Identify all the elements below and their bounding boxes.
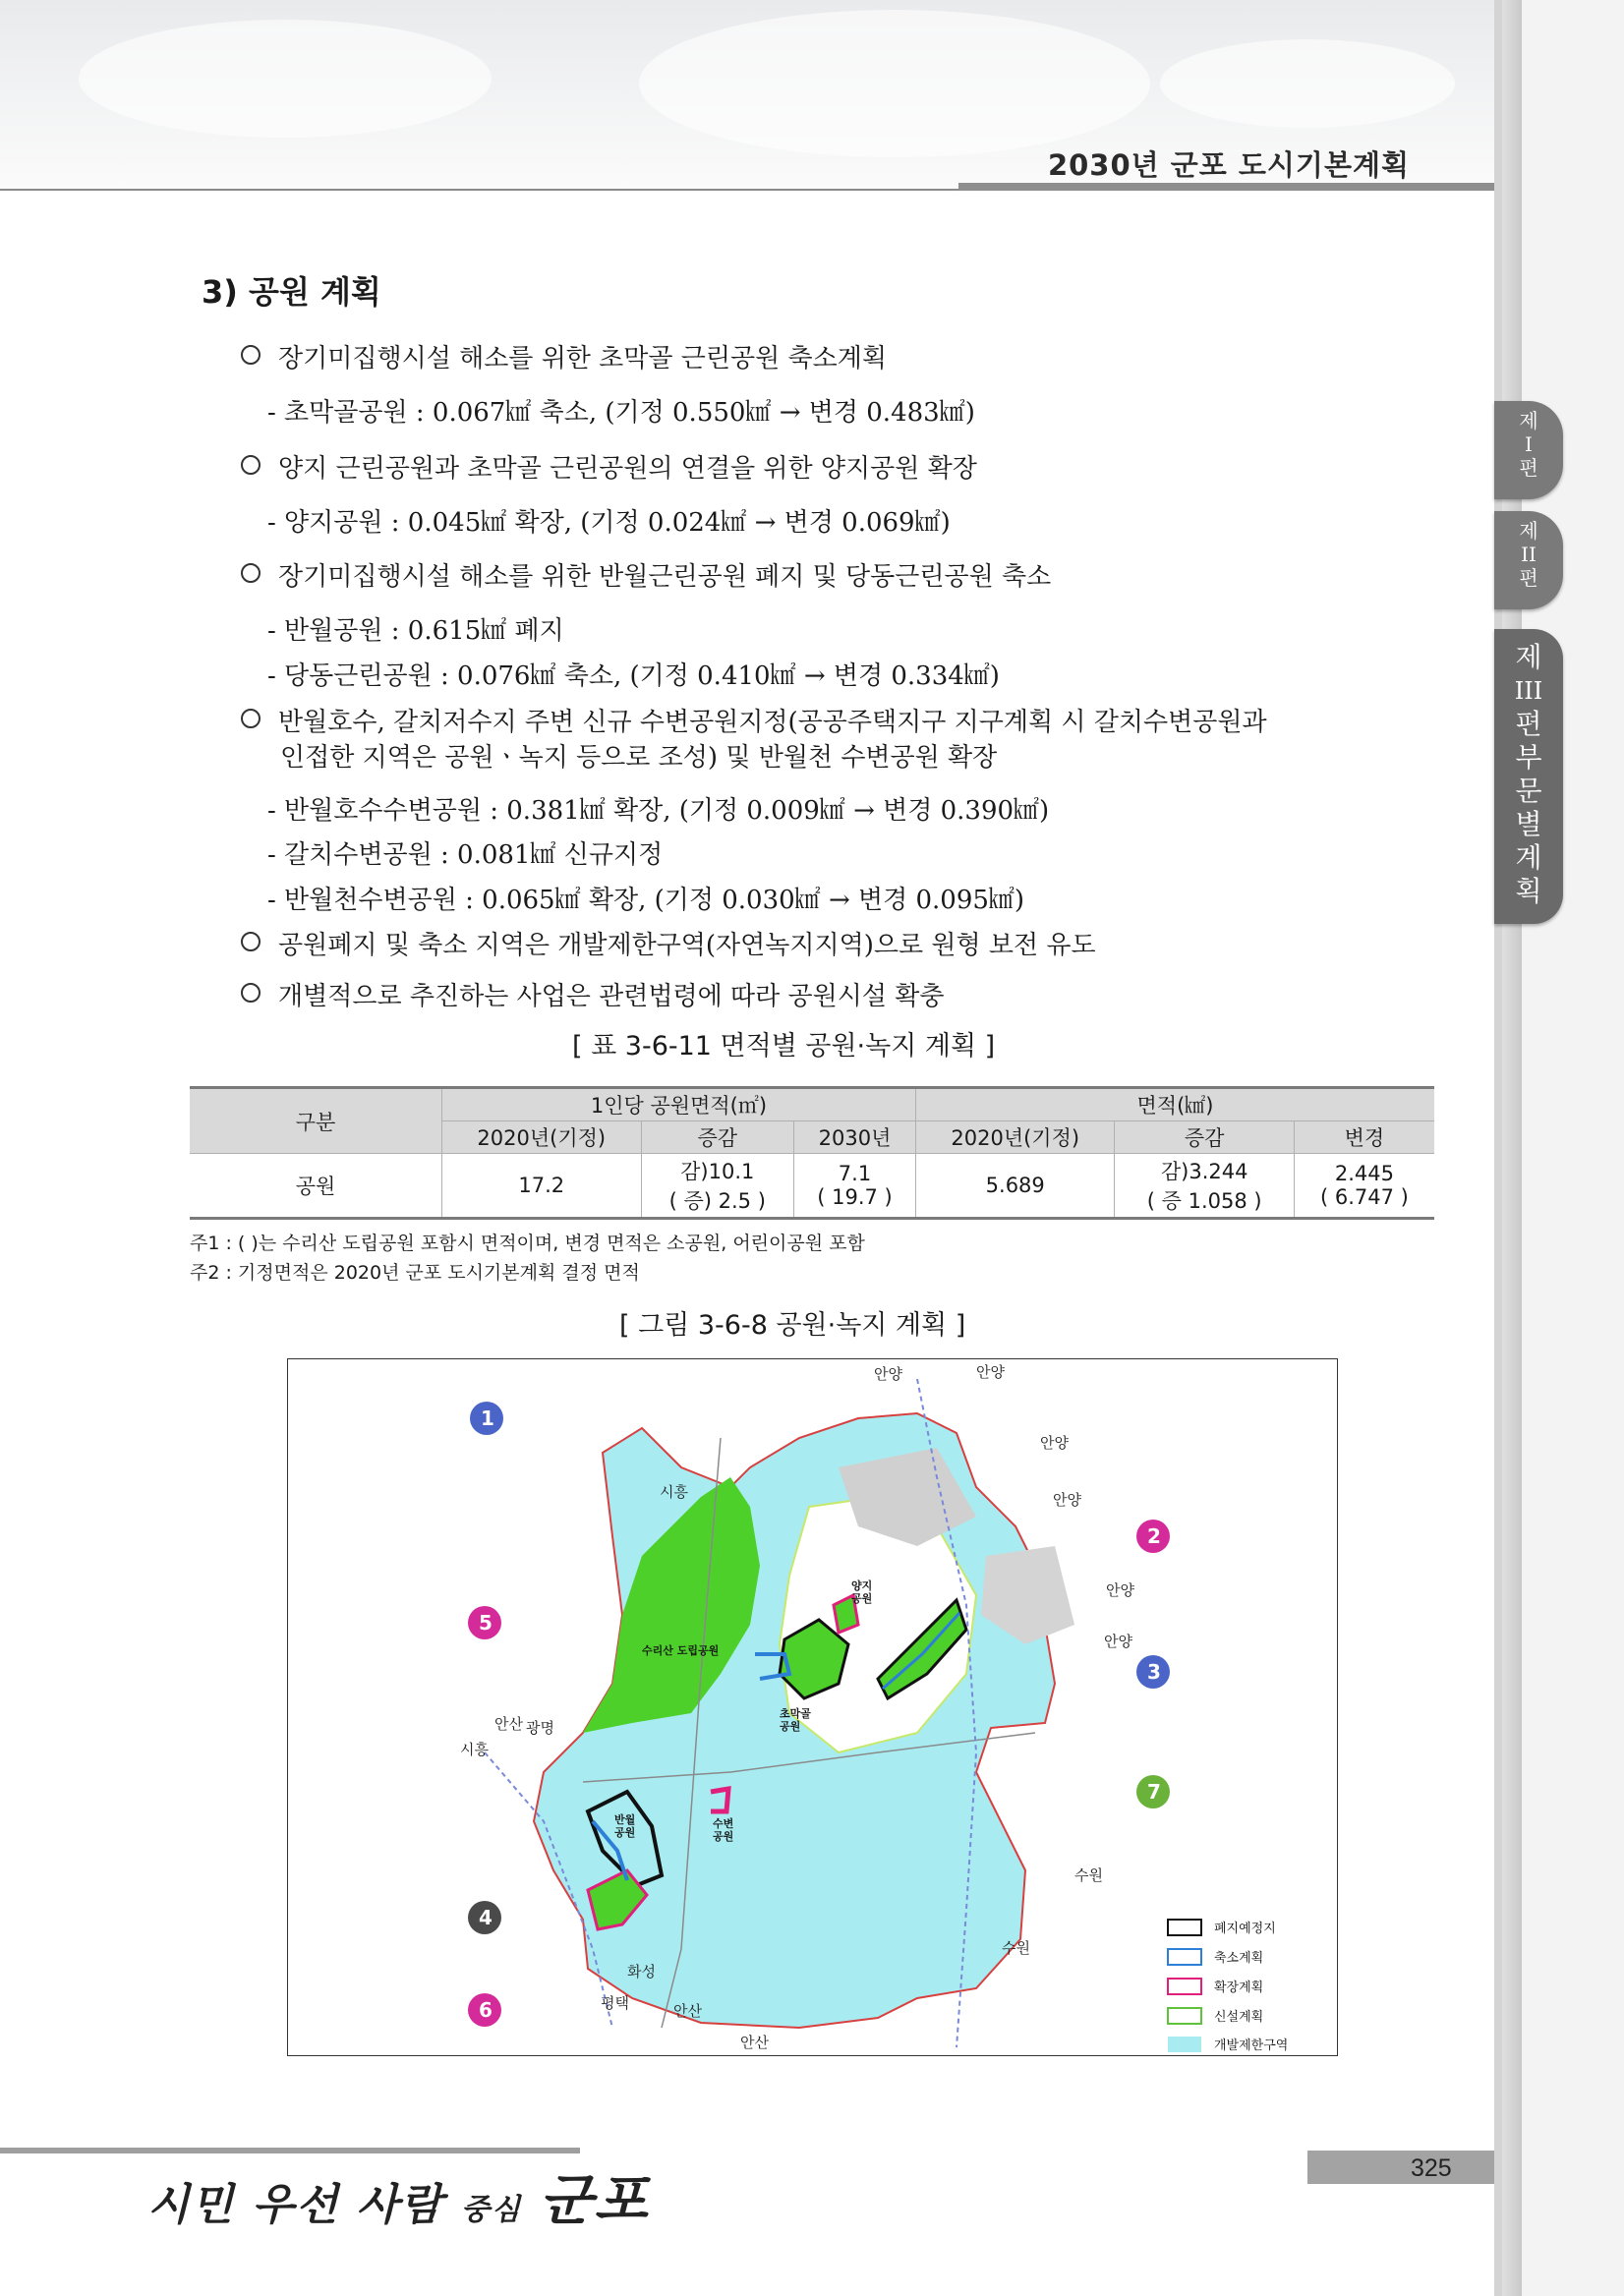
tab-part-2[interactable]: [1494, 511, 1563, 609]
table-row: [190, 1154, 1434, 1219]
tab-part-3-char: 문: [1515, 775, 1542, 807]
table-cell: 공원: [190, 1154, 442, 1219]
legend-swatch: [1168, 1949, 1201, 1965]
bullet-text: 개별적으로 추진하는 사업은 관련법령에 따라 공원시설 확충: [278, 982, 945, 1011]
detail-item: - 반월공원 : 0.615㎢ 폐지: [267, 616, 564, 646]
tab-part-1[interactable]: [1494, 401, 1563, 499]
detail-item: - 초막골공원 : 0.067㎢ 축소, (기정 0.550㎢ → 변경 0.483㎢): [267, 398, 975, 428]
page-edge: [1494, 0, 1502, 2296]
bullet-text: 양지 근린공원과 초막골 근린공원의 연결을 위한 양지공원 확장: [278, 454, 977, 484]
slogan-part: 중심: [461, 2193, 522, 2227]
legend-label: 축소계획: [1214, 1951, 1264, 1966]
park-label-surisan: 수리산 도립공원: [642, 1644, 720, 1657]
page-edge-shadow: [1502, 0, 1522, 2296]
place-label: 안산: [740, 2034, 769, 2051]
table-cell-line: ( 증 1.058 ): [1146, 1189, 1262, 1213]
legend-swatch: [1168, 2037, 1201, 2052]
number-marker-label: 2: [1147, 1524, 1161, 1548]
number-marker-label: 4: [479, 1906, 493, 1929]
detail-item: - 당동근린공원 : 0.076㎢ 축소, (기정 0.410㎢ → 변경 0.334㎢): [267, 661, 1000, 691]
table-header-cell: 증감: [641, 1121, 794, 1154]
table-cell: [1294, 1154, 1434, 1219]
place-label: 안양: [874, 1365, 902, 1383]
table-cell: [794, 1154, 916, 1219]
park-plan-table: [190, 1086, 1434, 1220]
number-marker-label: 1: [481, 1406, 494, 1430]
table-caption: [ 표 3-6-11 면적별 공원·녹지 계획 ]: [572, 1031, 996, 1062]
bullet-text-continued: 인접한 지역은 공원ㆍ녹지 등으로 조성) 및 반월천 수변공원 확장: [280, 743, 998, 773]
bullet-item-4: [241, 702, 1267, 738]
tab-part-3-char: 편: [1515, 708, 1542, 740]
table-header-cell: 구분: [190, 1088, 442, 1154]
table-header-cell: 2020년(기정): [915, 1121, 1115, 1154]
number-marker-label: 7: [1147, 1780, 1161, 1804]
table-note-2: 주2 : 기정면적은 2020년 군포 도시기본계획 결정 면적: [190, 1262, 640, 1284]
bullet-item-3: [241, 556, 1051, 593]
tab-part-2-char: 편: [1519, 566, 1538, 590]
slogan-part: 시민 우선: [147, 2180, 340, 2230]
legend-label: 폐지예정지: [1214, 1922, 1276, 1936]
tab-part-3-char: 계: [1515, 841, 1542, 874]
table-cell: [1115, 1154, 1294, 1219]
bullet-item-1: [241, 338, 887, 374]
place-label: 안양: [1040, 1434, 1069, 1452]
table-cell: [641, 1154, 794, 1219]
table-cell-line: ( 19.7 ): [817, 1185, 893, 1209]
table-cell-line: 2.445: [1334, 1162, 1394, 1185]
figure-caption: [ 그림 3-6-8 공원·녹지 계획 ]: [619, 1310, 966, 1341]
place-label: 화성: [627, 1963, 656, 1980]
tab-part-3-char: 제: [1515, 641, 1542, 673]
bullet-text: 반월호수, 갈치저수지 주변 신규 수변공원지정(공공주택지구 지구계획 시 갈치수변공원과: [278, 708, 1267, 737]
circle-bullet-icon: [241, 563, 261, 583]
detail-item: - 갈치수변공원 : 0.081㎢ 신규지정: [267, 840, 664, 870]
table-header-cell: 변경: [1294, 1121, 1434, 1154]
bullet-text: 장기미집행시설 해소를 위한 초막골 근린공원 축소계획: [278, 344, 887, 373]
table-header-cell: 면적(㎢): [915, 1088, 1434, 1121]
place-label: 수원: [1002, 1939, 1030, 1957]
place-label: 안양: [976, 1363, 1005, 1381]
tab-part-1-char: 제: [1519, 409, 1538, 432]
circle-bullet-icon: [241, 345, 261, 365]
bullet-item-5: [241, 925, 1096, 961]
place-label: 시흥: [460, 1741, 489, 1758]
legend-label: 확장계획: [1214, 1980, 1264, 1995]
place-label: 안양: [1053, 1491, 1081, 1509]
bullet-item-2: [241, 448, 977, 485]
place-label: 시흥: [660, 1483, 688, 1501]
place-label: 평택: [601, 1994, 629, 2012]
table-cell-line: ( 증) 2.5 ): [668, 1189, 766, 1213]
bullet-text: 장기미집행시설 해소를 위한 반월근린공원 폐지 및 당동근린공원 축소: [278, 562, 1052, 592]
table-cell-line: ( 6.747 ): [1320, 1185, 1409, 1209]
footer-rule: [0, 2148, 580, 2153]
legend-label: 개발제한구역: [1214, 2038, 1289, 2053]
tab-part-1-char: 편: [1519, 456, 1538, 480]
circle-bullet-icon: [241, 983, 261, 1003]
place-label: 안양: [1104, 1633, 1132, 1650]
park-label-yangji: 양지 공원: [851, 1579, 873, 1605]
circle-bullet-icon: [241, 455, 261, 475]
tab-part-2-char: 제: [1519, 519, 1538, 543]
detail-item: - 반월천수변공원 : 0.065㎢ 확장, (기정 0.030㎢ → 변경 0.095㎢): [267, 886, 1025, 915]
page-number: 325: [1411, 2154, 1452, 2182]
tab-part-3-active[interactable]: [1494, 629, 1563, 924]
detail-item: - 양지공원 : 0.045㎢ 확장, (기정 0.024㎢ → 변경 0.069㎢): [267, 508, 951, 538]
legend-label: 신설계획: [1214, 2010, 1264, 2025]
tab-part-3-char: 부: [1515, 741, 1542, 774]
running-header-title: 2030년 군포 도시기본계획: [1047, 148, 1410, 182]
place-label: 광명: [526, 1719, 554, 1737]
table-header-cell: 2020년(기정): [442, 1121, 642, 1154]
bullet-item-6: [241, 976, 945, 1012]
cloud-decoration: [639, 10, 1150, 157]
map-legend: [1168, 1920, 1288, 2053]
number-marker-label: 6: [479, 1998, 493, 2022]
slogan-part: 군포: [539, 2168, 650, 2233]
tab-part-3-char: 획: [1515, 875, 1542, 907]
legend-swatch: [1168, 1920, 1201, 1935]
table-cell-line: 감)3.244: [1160, 1160, 1248, 1183]
tab-part-2-char: II: [1521, 543, 1537, 566]
tab-part-3-char: III: [1514, 677, 1543, 705]
place-label: 안양: [1106, 1581, 1134, 1599]
table-header-row: [190, 1088, 1434, 1121]
table-cell-line: 감)10.1: [680, 1160, 755, 1183]
park-plan-map: [287, 1358, 1338, 2056]
tab-part-3-char: 별: [1515, 808, 1542, 840]
number-marker-label: 3: [1147, 1660, 1161, 1684]
park-label-subyeon: 수변 공원: [713, 1817, 734, 1843]
footer-slogan: [147, 2157, 650, 2236]
section-title: 3) 공원 계획: [202, 273, 381, 311]
header-rule: [0, 189, 958, 191]
page-margin-right: [1522, 0, 1624, 2296]
header-rule-thick: [958, 183, 1494, 191]
footer-page-band: [1307, 2151, 1494, 2184]
circle-bullet-icon: [241, 709, 261, 728]
number-marker-label: 5: [479, 1611, 493, 1635]
table-header-cell: 2030년: [794, 1121, 916, 1154]
place-label: 안산: [673, 2002, 702, 2020]
table-cell: 17.2: [442, 1154, 642, 1219]
place-label: 수원: [1074, 1866, 1103, 1884]
place-label: 안산: [494, 1715, 523, 1733]
legend-swatch: [1168, 2008, 1201, 2024]
park-label-chomakgol: 초막골 공원: [780, 1707, 811, 1733]
legend-swatch: [1168, 1979, 1201, 1994]
map-svg: [288, 1359, 1337, 2055]
table-header-cell: 증감: [1115, 1121, 1294, 1154]
cloud-decoration: [79, 20, 492, 138]
circle-bullet-icon: [241, 932, 261, 951]
table-header-cell: 1인당 공원면적(㎡): [442, 1088, 916, 1121]
detail-item: - 반월호수수변공원 : 0.381㎢ 확장, (기정 0.009㎢ → 변경 0.390㎢): [267, 796, 1050, 826]
bullet-text: 공원폐지 및 축소 지역은 개발제한구역(자연녹지지역)으로 원형 보전 유도: [278, 931, 1096, 960]
table-cell-line: 7.1: [838, 1162, 872, 1185]
tab-part-1-char: I: [1525, 432, 1533, 456]
cloud-decoration: [1160, 39, 1455, 128]
table-note-1: 주1 : ( )는 수리산 도립공원 포함시 면적이며, 변경 면적은 소공원, 어린이공원 포함: [190, 1233, 865, 1254]
slogan-part: 사람: [356, 2180, 444, 2230]
park-label-banwol: 반월 공원: [614, 1813, 636, 1839]
table-cell: 5.689: [915, 1154, 1115, 1219]
